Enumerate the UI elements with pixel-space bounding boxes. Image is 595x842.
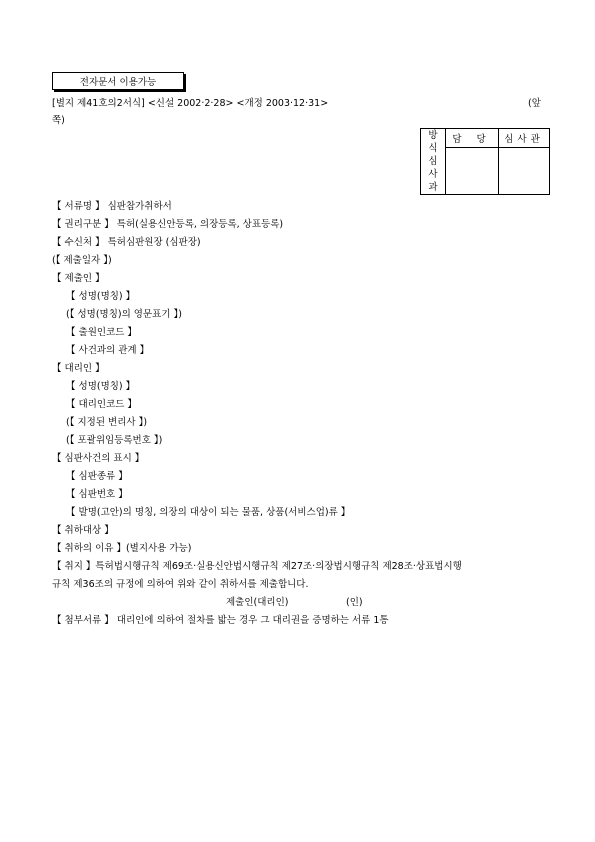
page-marker-front: (앞 xyxy=(528,98,541,109)
submission-date: (【 제출일자 】) xyxy=(52,255,112,266)
designated-patent-attorney: (【 지정된 변리사 】) xyxy=(66,417,148,428)
submitter-english-name: (【 성명(명칭)의 영문표기 】) xyxy=(66,309,182,320)
approval-label-char: 과 xyxy=(428,182,438,193)
approval-box xyxy=(420,128,550,195)
approval-label-char: 식 xyxy=(428,143,438,154)
right-category: 【 권리구분 】 특허(실용신안등록, 의장등록, 상표등록) xyxy=(52,219,284,230)
relation-to-case: 【 사건과의 관계 】 xyxy=(66,345,150,356)
tag-label: 전자문서 이용가능 xyxy=(79,77,157,88)
purpose-line-2: 규칙 제36조의 규정에 의하여 위와 같이 취하서를 제출합니다. xyxy=(52,579,309,590)
agent-code: 【 대리인코드 】 xyxy=(66,399,137,410)
approval-sign-examiner xyxy=(499,147,550,194)
withdrawal-target: 【 취하대상 】 xyxy=(52,525,114,536)
seal-mark: (인) xyxy=(346,597,363,608)
approval-col-staff: 담 당 xyxy=(446,129,499,148)
electronic-document-tag xyxy=(52,72,184,90)
page-marker-side: 쪽) xyxy=(52,115,65,126)
approval-label-char: 방 xyxy=(428,130,438,141)
recipient: 【 수신처 】 특허심판원장 (심판장) xyxy=(52,237,201,248)
approval-vertical-label xyxy=(421,129,446,195)
agent-name: 【 성명(명칭) 】 xyxy=(66,381,136,392)
approval-col-examiner: 심사관 xyxy=(499,129,550,148)
trial-type: 【 심판종류 】 xyxy=(66,471,128,482)
submitter-signature-label: 제출인(대리인) xyxy=(226,597,289,608)
document-name: 【 서류명 】 심판참가취하서 xyxy=(52,201,172,212)
submitter-heading: 【 제출인 】 xyxy=(52,273,105,284)
trial-case-heading: 【 심판사건의 표시 】 xyxy=(52,453,145,464)
applicant-code: 【 출원인코드 】 xyxy=(66,327,137,338)
approval-sign-staff xyxy=(446,147,499,194)
approval-label-char: 심 xyxy=(428,156,438,167)
purpose-line-1: 【 취지 】특허법시행규칙 제69조·실용신안법시행규칙 제27조·의장법시행규칙 제28조·상표법시행 xyxy=(52,561,462,572)
invention-title: 【 발명(고안)의 명칭, 의장의 대상이 되는 물품, 상품(서비스업)류 】 xyxy=(66,507,351,518)
approval-label-char: 사 xyxy=(428,169,438,180)
withdrawal-reason: 【 취하의 이유 】(별지사용 가능) xyxy=(52,543,192,554)
trial-number: 【 심판번호 】 xyxy=(66,489,128,500)
attached-documents: 【 첨부서류 】 대리인에 의하여 절차를 밟는 경우 그 대리권을 증명하는 서류 1통 xyxy=(52,615,389,626)
general-power-registration-number: (【 포괄위임등록번호 】) xyxy=(66,435,163,446)
agent-heading: 【 대리인 】 xyxy=(52,363,105,374)
submitter-name: 【 성명(명칭) 】 xyxy=(66,291,136,302)
form-reference: [별지 제41호의2서식] <신설 2002·2·28> <개정 2003·12·31> xyxy=(52,98,329,109)
